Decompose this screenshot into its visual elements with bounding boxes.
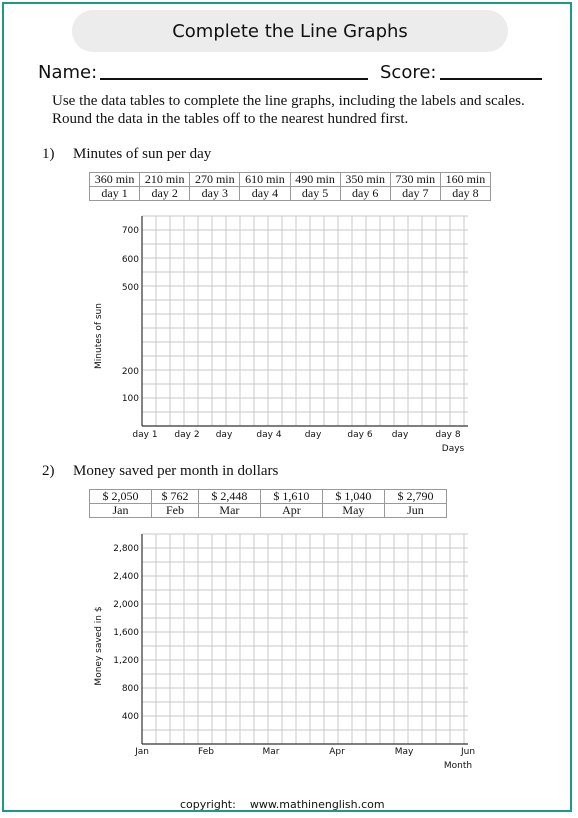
y-tick-label: 600 — [121, 255, 139, 265]
x-tick-label: day 8 — [435, 430, 461, 440]
question-2-number: 2) — [42, 463, 55, 479]
minutes-of-sun-graph — [94, 216, 468, 454]
y-tick-label: 2,000 — [113, 600, 139, 610]
x-tick-label: May — [394, 747, 414, 757]
table-value-cell: $ 762 — [152, 490, 199, 504]
table-label-cell: Mar — [198, 504, 260, 518]
instruction-line: Round the data in the tables off to the nearest hundred first. — [52, 111, 409, 127]
question-1-title: Minutes of sun per day — [73, 146, 212, 162]
footer — [180, 798, 399, 811]
x-tick-label: day — [391, 430, 409, 440]
table-value-cell: 350 min — [340, 173, 390, 187]
table-label-cell: day 3 — [190, 187, 240, 201]
table-label-cell: day 5 — [290, 187, 340, 201]
x-tick-label: Feb — [198, 747, 214, 757]
y-tick-label: 1,200 — [113, 656, 139, 666]
table-value-cell: 160 min — [440, 173, 490, 187]
x-tick-label: Mar — [262, 747, 280, 757]
y-axis-label: Money saved in $ — [94, 606, 104, 686]
table-label-cell: day 1 — [90, 187, 140, 201]
y-tick-label: 500 — [121, 283, 139, 293]
x-tick-label: day 2 — [174, 430, 200, 440]
table-label-cell: Feb — [152, 504, 199, 518]
table-value-cell: 210 min — [140, 173, 190, 187]
x-tick-label: Jan — [135, 747, 149, 757]
table-label-cell: day 4 — [240, 187, 290, 201]
x-axis-label: Days — [441, 444, 465, 454]
table-value-cell: $ 2,790 — [384, 490, 446, 504]
copyright-site: www.mathinenglish.com — [249, 798, 385, 811]
y-tick-label: 700 — [121, 226, 139, 236]
copyright-label: copyright: — [180, 798, 236, 811]
x-tick-label: day 6 — [347, 430, 373, 440]
table-label-cell: day 6 — [340, 187, 390, 201]
table-value-cell: $ 2,448 — [198, 490, 260, 504]
score-label: Score: — [380, 62, 437, 83]
table-label-cell: day 2 — [140, 187, 190, 201]
y-tick-label: 400 — [121, 712, 139, 722]
question-1-number: 1) — [42, 146, 55, 162]
name-label: Name: — [38, 62, 98, 83]
x-tick-label: Jun — [460, 747, 476, 757]
table-label-cell: day 7 — [390, 187, 440, 201]
x-tick-label: day 4 — [256, 430, 282, 440]
x-tick-label: Apr — [329, 747, 345, 757]
y-tick-label: 1,600 — [113, 628, 139, 638]
x-tick-label: day — [215, 430, 233, 440]
y-tick-label: 2,400 — [113, 572, 139, 582]
table-value-cell: 360 min — [90, 173, 140, 187]
table-label-cell: day 8 — [440, 187, 490, 201]
question-2-title: Money saved per month in dollars — [73, 463, 279, 479]
instruction-line: Use the data tables to complete the line graphs, including the labels and scales. — [52, 93, 525, 109]
table-label-cell: May — [322, 504, 384, 518]
table-label-cell: Apr — [260, 504, 322, 518]
table-value-cell: $ 1,040 — [322, 490, 384, 504]
table-label-cell: Jan — [90, 504, 152, 518]
money-saved-graph — [94, 534, 475, 771]
table-value-cell: $ 2,050 — [90, 490, 152, 504]
x-tick-label: day — [304, 430, 322, 440]
worksheet-title: Complete the Line Graphs — [72, 10, 508, 52]
table-value-cell: $ 1,610 — [260, 490, 322, 504]
table-value-cell: 490 min — [290, 173, 340, 187]
table-value-cell: 730 min — [390, 173, 440, 187]
table-label-cell: Jun — [384, 504, 446, 518]
y-tick-label: 100 — [121, 394, 139, 404]
table-value-cell: 610 min — [240, 173, 290, 187]
table-value-cell: 270 min — [190, 173, 240, 187]
x-axis-label: Month — [443, 761, 473, 771]
y-tick-label: 800 — [121, 684, 139, 694]
y-axis-label: Minutes of sun — [94, 303, 104, 369]
y-tick-label: 2,800 — [113, 544, 139, 554]
x-tick-label: day 1 — [132, 430, 158, 440]
y-tick-label: 200 — [121, 367, 139, 377]
